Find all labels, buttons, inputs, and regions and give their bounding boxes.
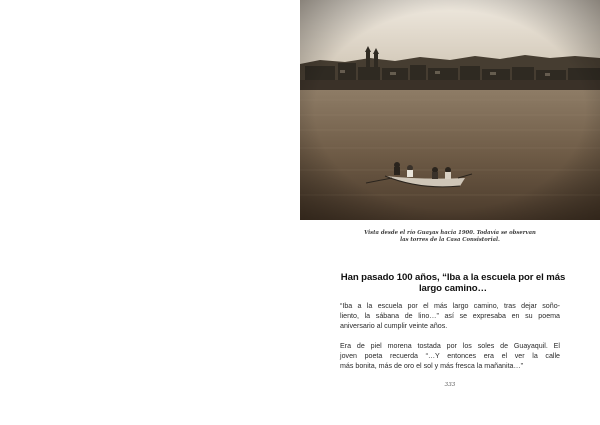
- paragraph-1: [340, 301, 560, 331]
- page-number: 333: [444, 382, 456, 388]
- paragraph-line: Era de piel morena tostada por los soles de Guayaquil. El: [340, 342, 560, 350]
- historic-river-photo: [300, 0, 600, 220]
- paragraph-line: más bonita, más de oro el sol y más fresca la mañanita…”: [340, 362, 523, 370]
- paragraph-line: joven poeta recuerda “…Y entonces era el ver la calle: [340, 352, 560, 360]
- caption-line: Vista desde el río Guayas hacia 1900. Todavía se observan: [364, 230, 536, 236]
- section-heading: [328, 272, 578, 294]
- paragraph-line: “Iba a la escuela por el más largo camino, tras dejar soño-: [340, 302, 560, 310]
- photo-caption: [340, 230, 560, 244]
- caption-line: las torres de la Casa Consistorial.: [400, 237, 500, 243]
- paragraph-2: [340, 341, 560, 371]
- right-page: [300, 0, 600, 425]
- paragraph-line: aniversario al cumplir veinte años.: [340, 322, 448, 330]
- paragraph-line: liento, la sábana de lino…” así se expresaba en su poema: [340, 312, 560, 320]
- heading-line: Han pasado 100 años, “Iba a la escuela por el más: [340, 272, 566, 283]
- photo-illustration: [300, 0, 600, 220]
- heading-line: largo camino…: [418, 283, 487, 294]
